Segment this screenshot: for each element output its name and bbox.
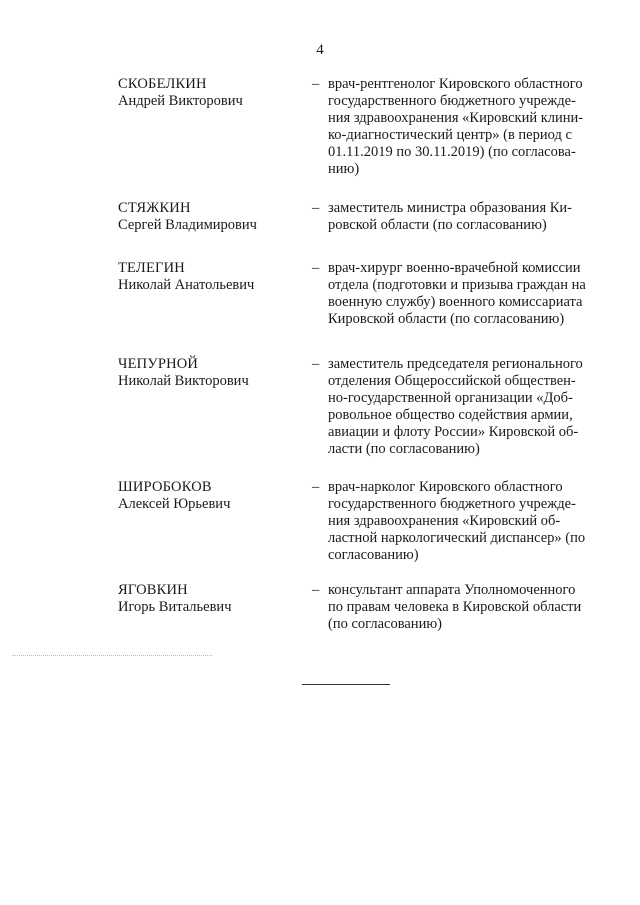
person-given-name: Алексей Юрьевич [118,496,231,512]
person-given-name: Николай Викторович [118,373,249,389]
person-given-name: Игорь Витальевич [118,599,232,615]
person-name [118,260,298,294]
entry-dash: – [312,76,320,92]
scan-artifact [12,655,212,658]
person-surname: ШИРОБОКОВ [118,479,212,495]
entry-dash: – [312,356,320,372]
person-name [118,356,298,390]
person-given-name: Николай Анатольевич [118,277,255,293]
entry-dash: – [312,582,320,598]
person-position: врач-нарколог Кировского областного государственного бюджетного учрежде- ния здравоохранения «Кировский об- ластной наркологический диспансер» (по согласованию) [328,479,586,563]
person-position: заместитель министра образования Ки- ровской области (по согласованию) [328,200,573,233]
entry-dash: – [312,200,320,216]
person-name [118,76,298,110]
person-name [118,200,298,234]
person-position: заместитель председателя регионального отделения Общероссийской обществен- но-государственной организации «Доб- ровольное общество содействия армии, авиации и флоту России» Кировской об- ласти (по согласованию) [328,356,583,457]
person-name [118,582,298,616]
person-surname: СТЯЖКИН [118,200,191,216]
person-given-name: Андрей Викторович [118,93,243,109]
person-surname: ТЕЛЕГИН [118,260,185,276]
person-position: врач-хирург военно-врачебной комиссии отдела (подготовки и призыва граждан на военную службу) военного комиссариата Кировской области (по согласованию) [328,260,586,327]
entry-dash: – [312,260,320,276]
person-surname: СКОБЕЛКИН [118,76,207,92]
end-of-list-rule [302,684,390,685]
person-position: врач-рентгенолог Кировского областного государственного бюджетного учрежде- ния здравоохранения «Кировский клини- ко-диагностический центр» (в период с 01.11.2019 по 30.11.2019) (по согласова- нию) [328,76,584,177]
person-given-name: Сергей Владимирович [118,217,257,233]
person-surname: ЯГОВКИН [118,582,188,598]
entry-dash: – [312,479,320,495]
person-surname: ЧЕПУРНОЙ [118,356,199,372]
page-number: 4 [316,42,324,58]
person-name [118,479,298,513]
person-position: консультант аппарата Уполномоченного по правам человека в Кировской области (по согласованию) [328,582,582,632]
